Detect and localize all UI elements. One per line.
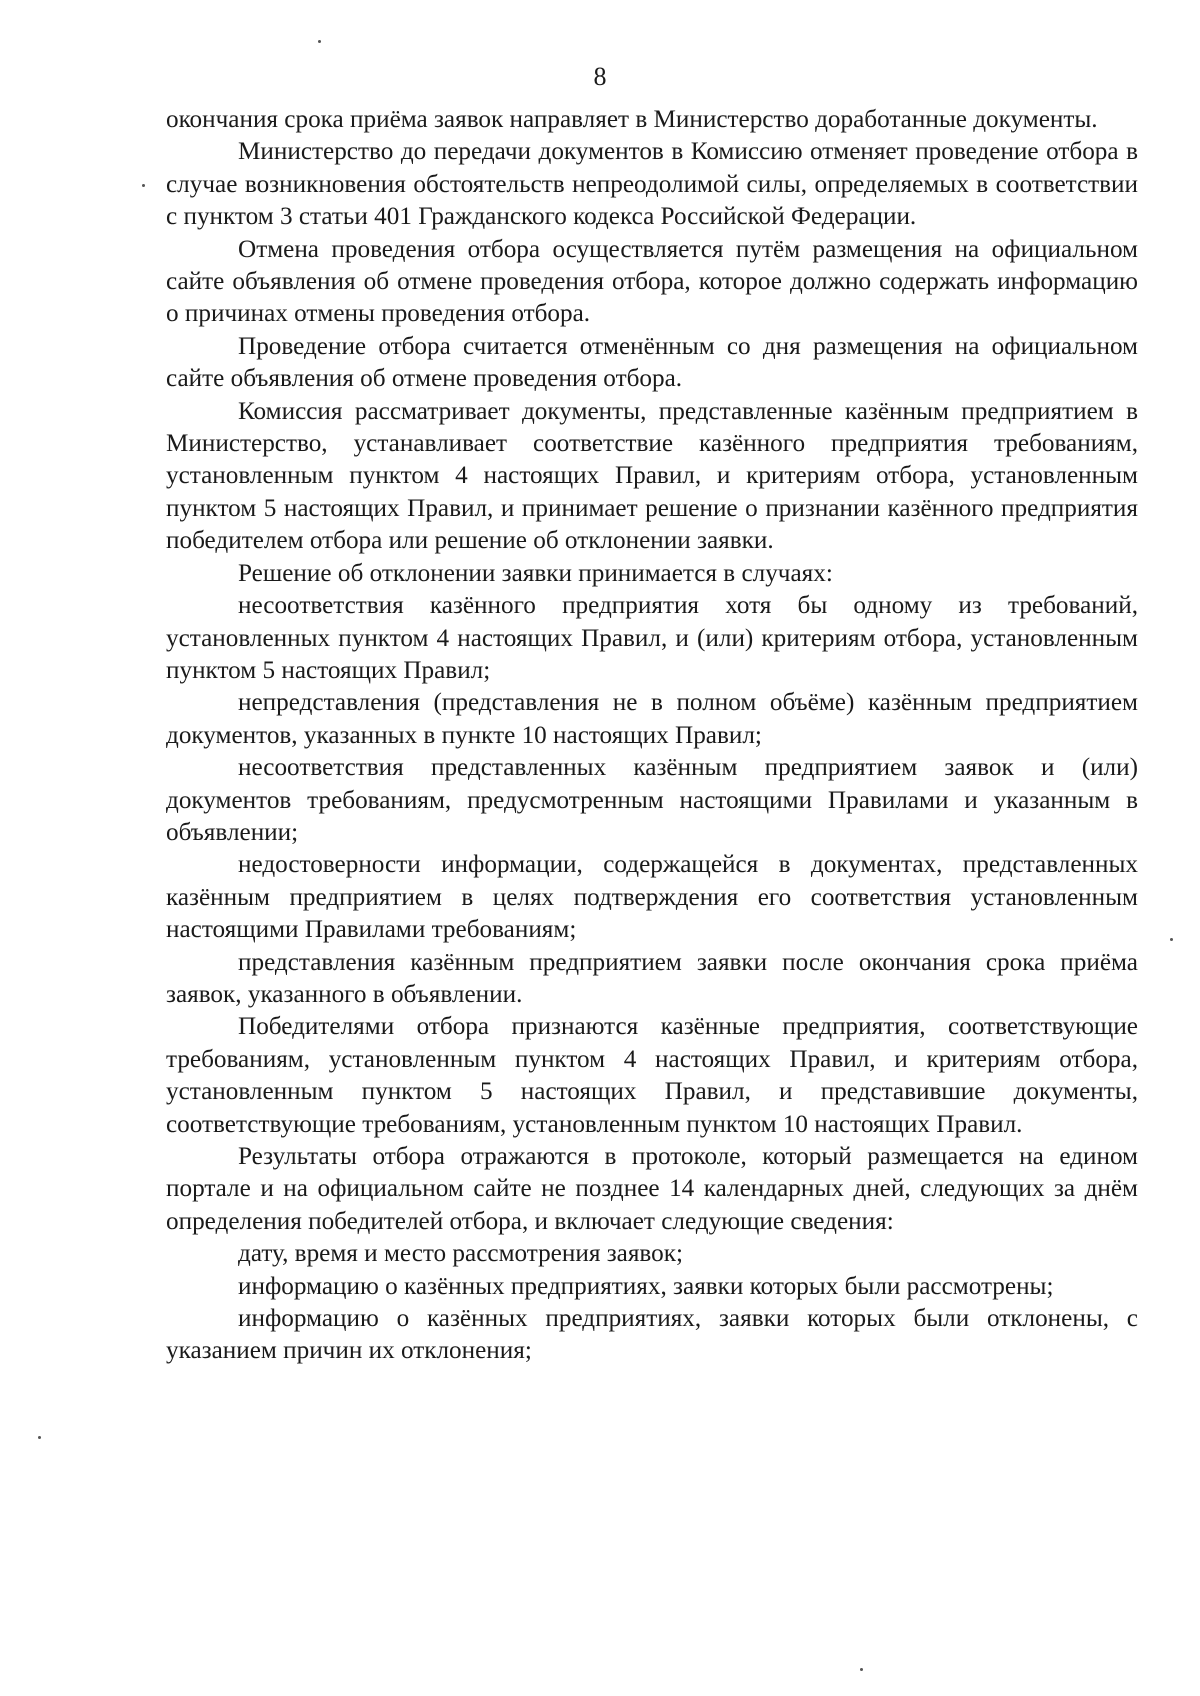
paragraph: Министерство до передачи документов в Комиссию отменяет проведение отбора в случае возникновения обстоятельств непреодолимой силы, определяемых в соответствии с пунктом 3 статьи 401 Гражданского кодекса Российской Федерации. [166, 138, 1138, 231]
list-item: дату, время и место рассмотрения заявок; [238, 1240, 683, 1268]
paragraph: Решение об отклонении заявки принимается в случаях: [238, 559, 833, 587]
page-number: 8 [593, 62, 607, 91]
scan-speck [318, 40, 321, 43]
paragraph: Отмена проведения отбора осуществляется путём размещения на официальном сайте объявления об отмене проведения отбора, которое должно содержать информацию о причинах отмены проведения отбора. [166, 235, 1138, 328]
list-item: информацию о казённых предприятиях, заявки которых были отклонены, с указанием причин их отклонения; [166, 1305, 1138, 1365]
scan-speck [860, 1668, 863, 1671]
paragraph: Победителями отбора признаются казённые предприятия, соответствующие требованиям, установленным пунктом 4 настоящих Правил, и критериям отбора, установленным пунктом 5 настоящих Правил, и представившие документы, соответствующие требованиям, установленным пунктом 10 настоящих Правил. [166, 1013, 1138, 1138]
list-item: недостоверности информации, содержащейся в документах, представленных казённым предприятием в целях подтверждения его соответствия установленным настоящими Правилами требованиям; [166, 851, 1138, 944]
list-item: информацию о казённых предприятиях, заявки которых были рассмотрены; [238, 1272, 1054, 1300]
list-item: представления казённым предприятием заявки после окончания срока приёма заявок, указанного в объявлении. [166, 948, 1138, 1008]
list-item: непредставления (представления не в полном объёме) казённым предприятием документов, указанных в пункте 10 настоящих Правил; [166, 689, 1138, 749]
document-body [166, 104, 1138, 1368]
scan-speck [142, 184, 145, 187]
list-item: несоответствия представленных казённым предприятием заявок и (или) документов требованиям, предусмотренным настоящими Правилами и указанным в объявлении; [166, 754, 1138, 846]
paragraph: Результаты отбора отражаются в протоколе, который размещается на едином портале и на официальном сайте не позднее 14 календарных дней, следующих за днём определения победителей отбора, и включает следующие сведения: [166, 1143, 1138, 1235]
paragraph: Проведение отбора считается отменённым со дня размещения на официальном сайте объявления об отмене проведения отбора. [166, 332, 1138, 393]
paragraph: Комиссия рассматривает документы, представленные казённым предприятием в Министерство, устанавливает соответствие казённого предприятия требованиям, установленным пунктом 4 настоящих Правил, и критериям отбора, установленным пунктом 5 настоящих Правил, и принимает решение о признании казённого предприятия победителем отбора или решение об отклонении заявки. [166, 397, 1138, 555]
scan-speck [38, 1436, 41, 1439]
scan-speck [1170, 938, 1173, 941]
list-item: несоответствия казённого предприятия хотя бы одному из требований, установленных пунктом 4 настоящих Правил, и (или) критериям отбора, установленным пунктом 5 настоящих Правил; [166, 592, 1138, 684]
paragraph: окончания срока приёма заявок направляет в Министерство доработанные документы. [166, 106, 1098, 133]
